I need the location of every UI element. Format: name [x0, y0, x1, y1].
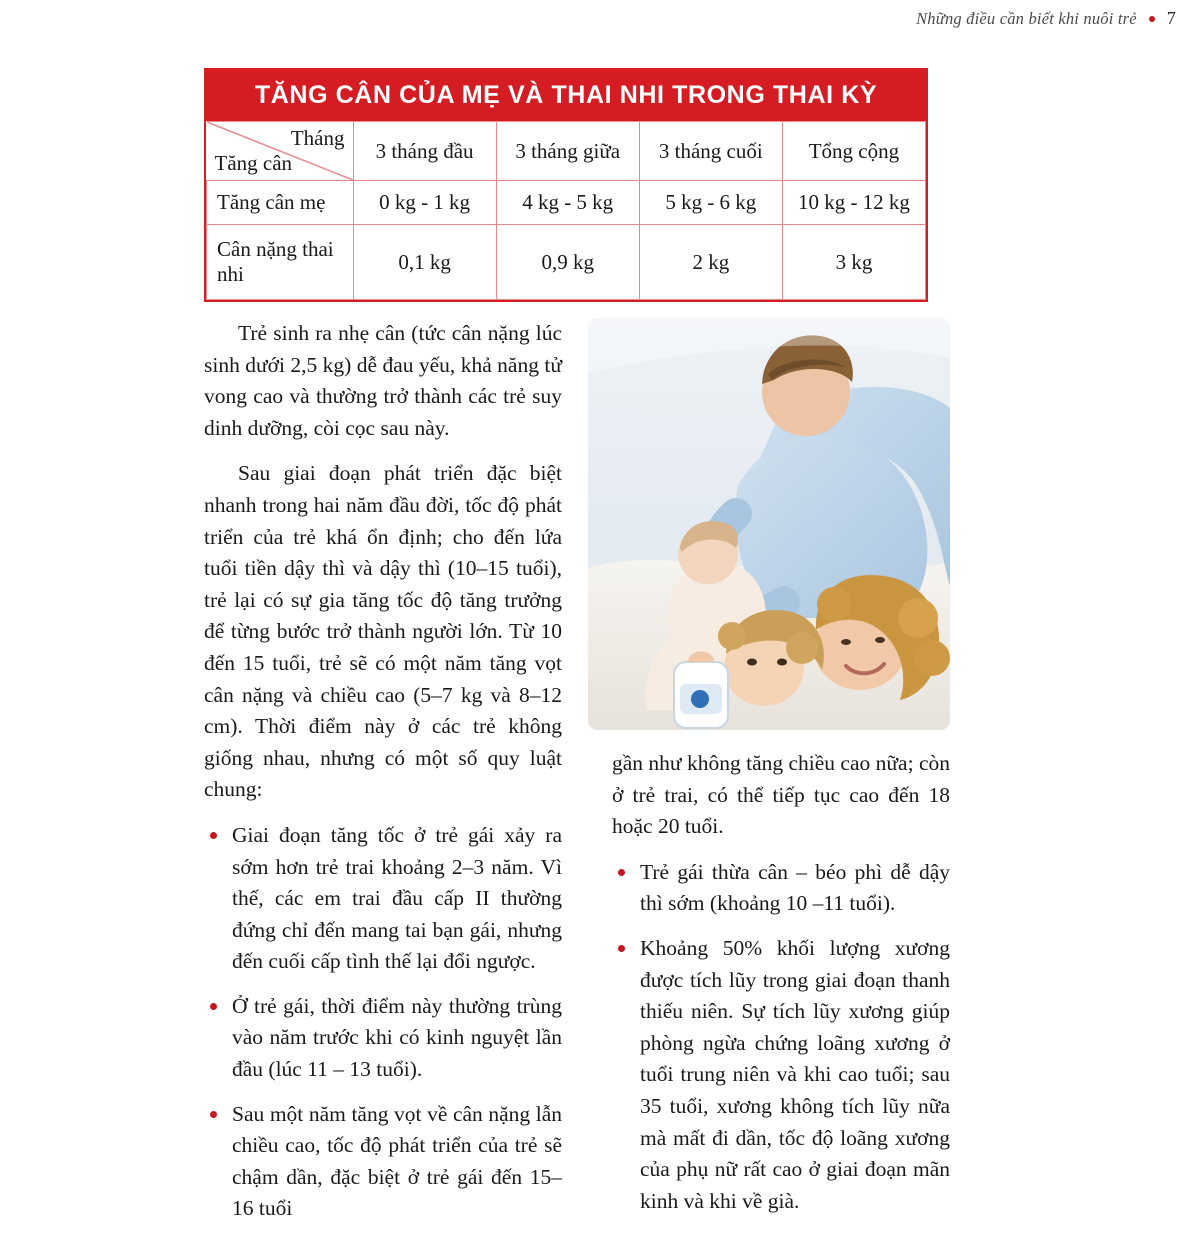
corner-bottom-label: Tăng cân	[214, 151, 293, 175]
corner-top-label: Tháng	[290, 126, 345, 150]
right-bullet-list	[612, 857, 950, 1218]
list-item: Ở trẻ gái, thời điểm này thường trùng vào năm trước khi có kinh nguyệt lần đầu (lúc 11 – 13 tuổi).	[204, 991, 562, 1086]
table-header-row	[207, 122, 926, 181]
table-cell: 3 kg	[782, 225, 925, 300]
table-row	[207, 181, 926, 225]
table-body	[206, 121, 926, 300]
row-label: Cân nặng thai nhi	[207, 225, 354, 300]
table-row	[207, 225, 926, 300]
row-label: Tăng cân mẹ	[207, 181, 354, 225]
family-photo	[588, 318, 950, 730]
table-cell: 5 kg - 6 kg	[639, 181, 782, 225]
list-item: Giai đoạn tăng tốc ở trẻ gái xảy ra sớm hơn trẻ trai khoảng 2–3 năm. Vì thế, các em trai đầu cấp II thường đứng chỉ đến mang tai bạn gái, nhưng đến cuối cấp tình thế lại đổi ngược.	[204, 820, 562, 978]
table-title: TĂNG CÂN CỦA MẸ VÀ THAI NHI TRONG THAI KỲ	[206, 70, 926, 121]
table-cell: 10 kg - 12 kg	[782, 181, 925, 225]
column-header: 3 tháng cuối	[639, 122, 782, 181]
paragraph-continuation: gần như không tăng chiều cao nữa; còn ở trẻ trai, có thể tiếp tục cao đến 18 hoặc 20 tuổi.	[612, 751, 950, 839]
running-header	[916, 8, 1176, 29]
table-cell: 0 kg - 1 kg	[353, 181, 496, 225]
right-text-column	[612, 748, 950, 1230]
list-item: Trẻ gái thừa cân – béo phì dễ dậy thì sớm (khoảng 10 –11 tuổi).	[612, 857, 950, 920]
column-header: 3 tháng giữa	[496, 122, 639, 181]
list-item: Khoảng 50% khối lượng xương được tích lũy trong giai đoạn thanh thiếu niên. Sự tích lũy xương giúp phòng ngừa chứng loãng xương ở tuổi trung niên và khi cao tuổi; sau 35 tuổi, xương không tích lũy nữa mà mất đi dần, tốc độ loãng xương của phụ nữ rất cao ở giai đoạn mãn kinh và khi về già.	[612, 933, 950, 1217]
column-header: 3 tháng đầu	[353, 122, 496, 181]
left-bullet-list	[204, 820, 562, 1225]
column-header: Tổng cộng	[782, 122, 925, 181]
left-text-column	[204, 318, 562, 1238]
weight-gain-table	[204, 68, 928, 302]
table-cell: 4 kg - 5 kg	[496, 181, 639, 225]
table-corner-cell	[207, 122, 354, 181]
table-cell: 0,1 kg	[353, 225, 496, 300]
paragraph: Trẻ sinh ra nhẹ cân (tức cân nặng lúc sinh dưới 2,5 kg) dễ đau yếu, khả năng tử vong cao và thường trở thành các trẻ suy dinh dưỡng, còi cọc sau này.	[204, 321, 562, 440]
header-title: Những điều cần biết khi nuôi trẻ	[916, 8, 1137, 28]
table-cell: 0,9 kg	[496, 225, 639, 300]
list-item: Sau một năm tăng vọt về cân nặng lẫn chiều cao, tốc độ phát triển của trẻ sẽ chậm dần, đặc biệt ở trẻ gái đến 15–16 tuổi	[204, 1099, 562, 1225]
paragraph: Sau giai đoạn phát triển đặc biệt nhanh trong hai năm đầu đời, tốc độ phát triển của trẻ khá ổn định; cho đến lứa tuổi tiền dậy thì và dậy thì (10–15 tuổi), trẻ lại có sự gia tăng tốc độ tăng trưởng để từng bước trở thành người lớn. Từ 10 đến 15 tuổi, trẻ sẽ có một năm tăng vọt cân nặng và chiều cao (5–7 kg và 8–12 cm). Thời điểm này ở các trẻ không giống nhau, nhưng có một số quy luật chung:	[204, 461, 562, 802]
table-cell: 2 kg	[639, 225, 782, 300]
header-dot-icon	[1149, 16, 1155, 22]
family-photo-illustration	[588, 318, 950, 730]
page-number: 7	[1166, 8, 1176, 28]
